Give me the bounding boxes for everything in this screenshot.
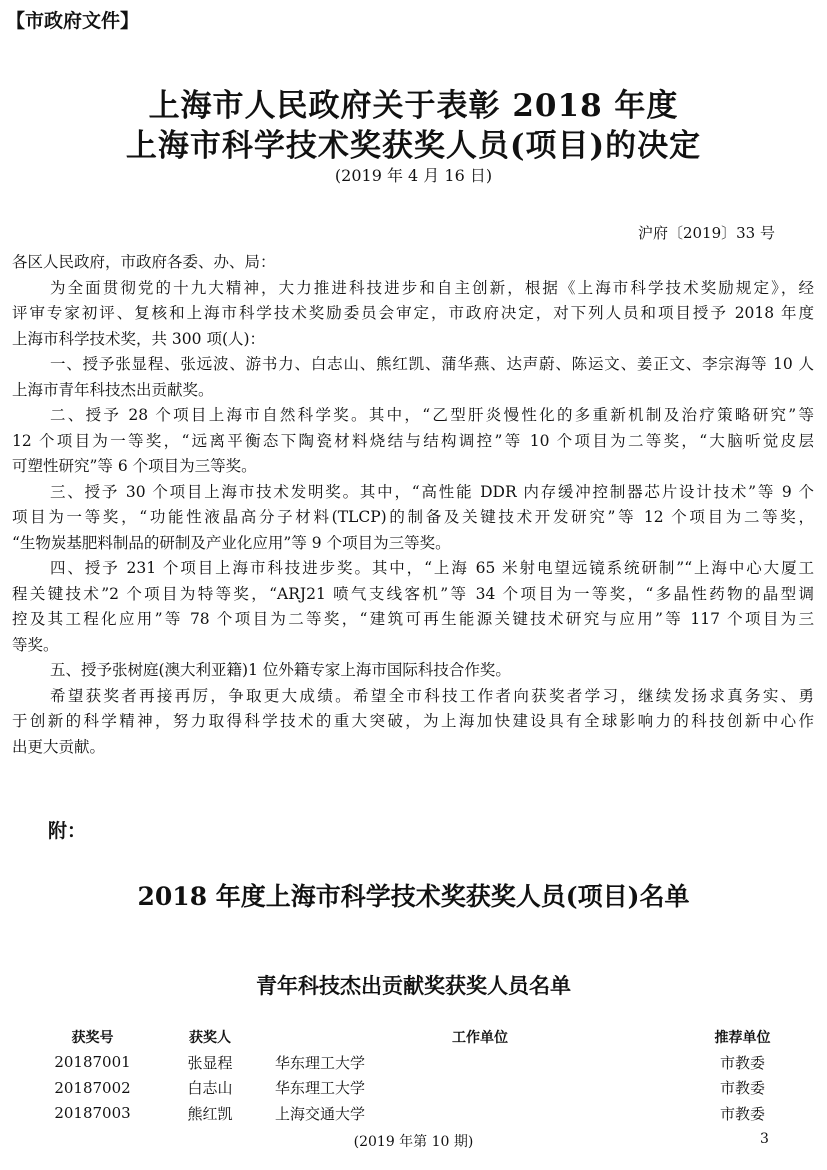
document-date: (2019 年 4 月 16 日) [334,166,493,185]
table-row [40,1050,800,1076]
winner-name-cell: 白志山 [187,1079,233,1098]
column-header-winner: 获奖人 [189,1029,231,1046]
paragraph [12,352,814,403]
paragraph-line: 控及其工程化应用”等 78 个项目为二等奖，“建筑可再生能源关键技术研究与应用”等 117 个项目为三 [12,610,814,628]
award-number-cell: 20187002 [54,1078,131,1097]
paragraph-line: 上海市科学技术奖，共 300 项(人)： [12,329,266,348]
paragraph-line: 程关键技术”2 个项目为特等奖，“ARJ21 喷气支线客机”等 34 个项目为一等奖，“多晶性药物的晶型调 [12,584,814,603]
paragraph-line: 一、授予张显程、张远波、游书力、白志山、熊红凯、蒲华燕、达声蔚、陈运文、姜正文、李宗海等 10 人 [50,355,814,373]
recommender-cell: 市教委 [719,1079,765,1098]
paragraph-line: 二、授予 28 个项目上海市自然科学奖。其中，“乙型肝炎慢性化的多重新机制及治疗策略研究”等 [50,406,814,424]
paragraph [12,480,814,557]
award-number-cell: 20187003 [54,1104,131,1123]
paragraph-line: 各区人民政府，市政府各委、办、局： [12,253,276,271]
page-number: 3 [760,1131,769,1147]
workplace-cell: 华东理工大学 [275,1079,366,1098]
paragraph-line: “生物炭基肥料制品的研制及产业化应用”等 9 个项目为三等奖。 [12,533,451,552]
paragraph-line: 上海市青年科技杰出贡献奖。 [12,380,214,399]
paragraph-line: 项目为一等奖，“功能性液晶高分子材料(TLCP)的制备及关键技术开发研究”等 12 个项目为二等奖， [12,508,814,526]
paragraph-line: 可塑性研究”等 6 个项目为三等奖。 [12,457,257,475]
paragraph [12,250,814,276]
paragraph-line: 五、授予张树庭(澳大利亚籍)1 位外籍专家上海市国际科技合作奖。 [50,661,511,679]
paragraph-line: 出更大贡献。 [12,737,106,756]
winner-name-cell: 熊红凯 [187,1104,233,1123]
document-number: 沪府〔2019〕33 号 [637,224,775,242]
paragraph-line: 12 个项目为一等奖，“远离平衡态下陶瓷材料烧结与结构调控”等 10 个项目为二等奖，“大脑听觉皮层 [12,431,814,450]
column-header-award-no: 获奖号 [71,1029,114,1046]
winner-name-cell: 张显程 [187,1053,233,1072]
document-title-line-1: 上海市人民政府关于表彰 2018 年度 [148,88,679,124]
issue-label: (2019 年第 10 期) [353,1134,474,1150]
paragraph-line: 四、授予 231 个项目上海市科技进步奖。其中，“上海 65 米射电望远镜系统研制”“上海中心大厦工 [50,559,814,577]
paragraph-line: 三、授予 30 个项目上海市技术发明奖。其中，“高性能 DDR 内存缓冲控制器芯片设计技术”等 9 个 [50,482,814,501]
paragraph-line: 为全面贯彻党的十九大精神，大力推进科技进步和自主创新，根据《上海市科学技术奖励规定》，经 [50,278,814,297]
award-number-cell: 20187001 [54,1053,131,1072]
appendix-label: 附： [48,820,87,842]
paragraph [12,403,814,480]
award-table [40,1024,800,1126]
table-row [40,1101,800,1127]
paragraph-line: 等奖。 [12,635,59,654]
document-title-line-2: 上海市科学技术奖获奖人员(项目)的决定 [125,128,702,164]
table-header-row [40,1024,800,1050]
recommender-cell: 市教委 [719,1053,765,1072]
table-row [40,1075,800,1101]
column-header-workplace: 工作单位 [452,1029,508,1046]
paragraph [12,556,814,658]
document-body [12,250,814,760]
paragraph [12,658,814,684]
list-subtitle: 青年科技杰出贡献奖获奖人员名单 [256,973,571,998]
column-header-recommender: 推荐单位 [714,1029,771,1046]
recommender-cell: 市教委 [719,1104,765,1123]
paragraph-line: 于创新的科学精神，努力取得科学技术的重大突破，为上海加快建设具有全球影响力的科技创新中心作 [12,712,814,730]
section-tag: 【市政府文件】 [6,10,140,32]
paragraph-line: 评审专家初评、复核和上海市科学技术奖励委员会审定，市政府决定，对下列人员和项目授予 2018 年度 [12,304,814,322]
paragraph [12,276,814,353]
paragraph [12,684,814,761]
list-title: 2018 年度上海市科学技术奖获奖人员(项目)名单 [137,882,690,911]
paragraph-line: 希望获奖者再接再厉，争取更大成绩。希望全市科技工作者向获奖者学习，继续发扬求真务实、勇 [50,686,814,705]
workplace-cell: 华东理工大学 [275,1053,366,1072]
workplace-cell: 上海交通大学 [275,1104,366,1123]
